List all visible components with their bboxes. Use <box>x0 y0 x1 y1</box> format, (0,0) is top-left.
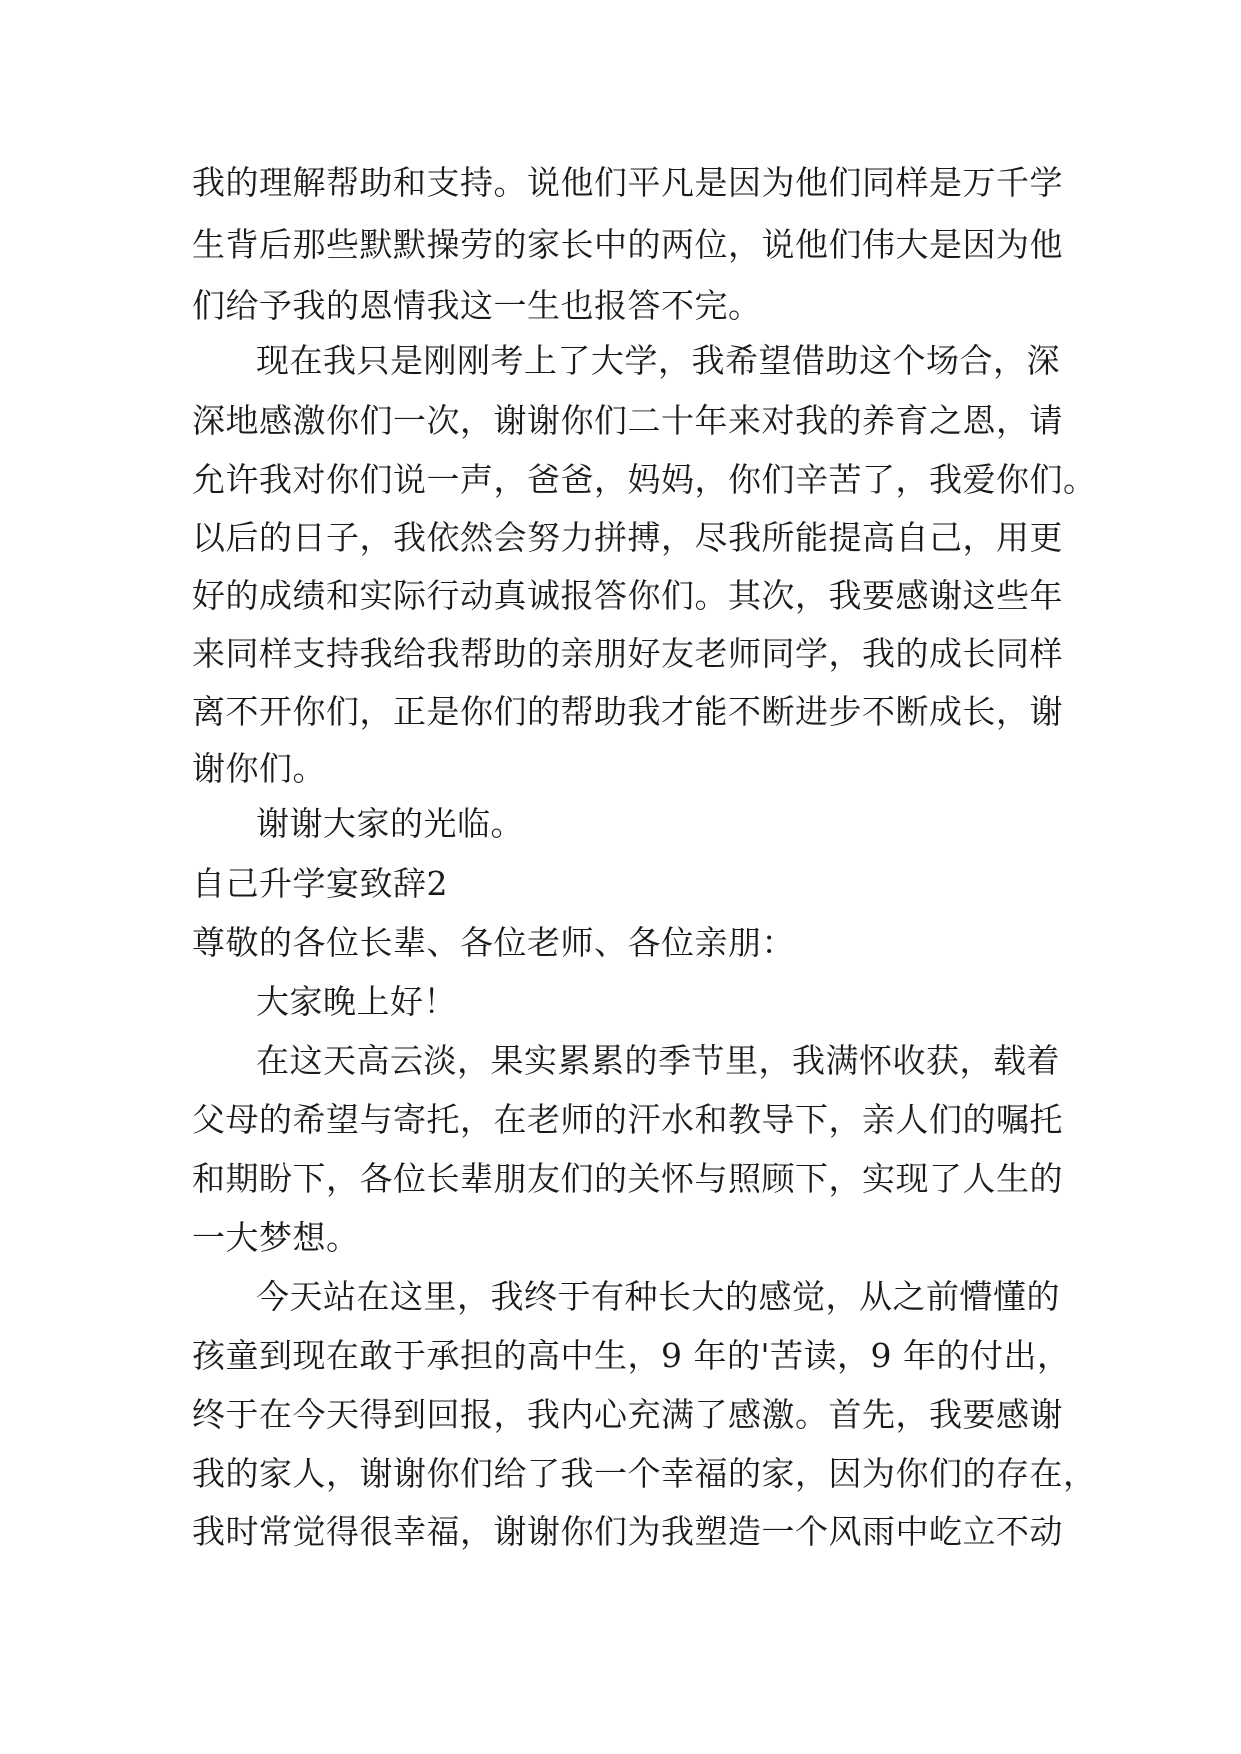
text-line: 允许我对你们说一声，爸爸，妈妈，你们辛苦了，我爱你们。 <box>192 460 1097 499</box>
text-line: 深地感激你们一次，谢谢你们二十年来对我的养育之恩，请 <box>192 401 1063 440</box>
text-line: 来同样支持我给我帮助的亲朋好友老师同学，我的成长同样 <box>192 634 1063 673</box>
salutation: 尊敬的各位长辈、各位老师、各位亲朋： <box>192 923 795 962</box>
text-line: 在这天高云淡，果实累累的季节里，我满怀收获，载着 <box>256 1041 1060 1080</box>
text-line: 今天站在这里，我终于有种长大的感觉，从之前懵懂的 <box>256 1277 1060 1316</box>
text-line: 现在我只是刚刚考上了大学，我希望借助这个场合，深 <box>256 341 1060 380</box>
text-line: 我的理解帮助和支持。说他们平凡是因为他们同样是万千学 <box>192 163 1063 202</box>
text-line: 父母的希望与寄托，在老师的汗水和教导下，亲人们的嘱托 <box>192 1100 1063 1139</box>
text-line: 谢谢大家的光临。 <box>256 804 524 843</box>
text-line: 我时常觉得很幸福，谢谢你们为我塑造一个风雨中屹立不动 <box>192 1512 1063 1551</box>
greeting: 大家晚上好！ <box>256 982 457 1021</box>
text-line: 离不开你们，正是你们的帮助我才能不断进步不断成长，谢 <box>192 692 1063 731</box>
text-line: 一大梦想。 <box>192 1218 360 1257</box>
text-line: 以后的日子，我依然会努力拼搏，尽我所能提高自己，用更 <box>192 518 1063 557</box>
text-line: 孩童到现在敢于承担的高中生，9 年的'苦读，9 年的付出， <box>192 1336 1071 1375</box>
text-line: 我的家人，谢谢你们给了我一个幸福的家，因为你们的存在， <box>192 1454 1097 1493</box>
text-line: 和期盼下，各位长辈朋友们的关怀与照顾下，实现了人生的 <box>192 1159 1063 1198</box>
text-line: 谢你们。 <box>192 749 326 788</box>
text-line: 终于在今天得到回报，我内心充满了感激。首先，我要感谢 <box>192 1395 1063 1434</box>
text-line: 生背后那些默默操劳的家长中的两位，说他们伟大是因为他 <box>192 225 1063 264</box>
text-line: 们给予我的恩情我这一生也报答不完。 <box>192 286 762 325</box>
text-line: 好的成绩和实际行动真诚报答你们。其次，我要感谢这些年 <box>192 576 1063 615</box>
section-heading: 自己升学宴致辞2 <box>192 864 448 903</box>
